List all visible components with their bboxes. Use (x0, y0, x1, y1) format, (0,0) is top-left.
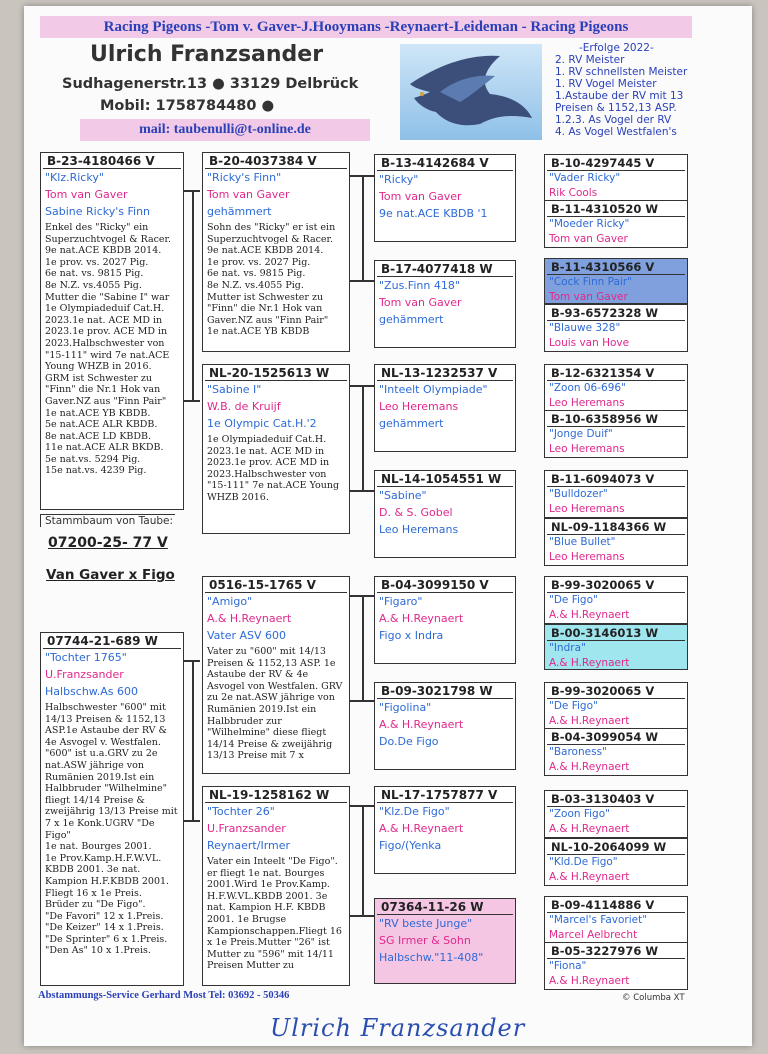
sire-ring: B-23-4180466 V (43, 153, 181, 169)
achievement-line: 2. RV Meister (555, 54, 625, 66)
ancestor-ring: B-04-3099150 V (377, 577, 513, 593)
grandparent-card (202, 152, 350, 352)
ancestor-breeder: A.& H.Reynaert (549, 657, 630, 669)
owner-email: mail: taubenulli@t-online.de (80, 119, 370, 141)
ancestor-name: "Moeder Ricky" (549, 218, 630, 230)
ancestor-breeder: D. & S. Gobel (379, 506, 453, 519)
achievement-line: 1.2.3. As Vogel der RV (555, 114, 672, 126)
sire-name: "Klz.Ricky" (45, 171, 104, 184)
sire-breeder: Tom van Gaver (45, 188, 128, 201)
grandparent-notes: Vater zu "600" mit 14/13 Preisen & 1152,13 ASP. 1e Astaube der RV & 4e Asvogel von Westfalen. GRV zu 2e nat.ASW jährige von Rumänien 2019.Ist ein Halbbruder zur "Wilhelmine" diese fliegt 14/14 Preise & zweijährig 13/13 Preise mit 7 x (207, 646, 343, 762)
ancestor-breeder: A.& H.Reynaert (549, 761, 630, 773)
grandparent-ring: NL-19-1258162 W (205, 787, 347, 803)
gg-grandparent-card (544, 364, 688, 412)
grandparent-ring: B-20-4037384 V (205, 153, 347, 169)
sire-info: Sabine Ricky's Finn (45, 205, 151, 218)
ancestor-name: "Bulldozer" (549, 488, 608, 500)
connector (362, 385, 364, 492)
great-grandparent-card (374, 576, 516, 664)
ancestor-name: "Sabine" (379, 489, 427, 502)
ancestor-name: "De Figo" (549, 700, 598, 712)
ancestor-breeder: A.& H.Reynaert (379, 612, 464, 625)
dam-breeder: U.Franzsander (45, 668, 124, 681)
owner-signature: Ulrich Franzsander (270, 1014, 526, 1042)
ancestor-info: 9e nat.ACE KBDB '1 (379, 207, 488, 220)
ancestor-breeder: Tom van Gaver (379, 296, 462, 309)
grandparent-breeder: W.B. de Kruijf (207, 400, 281, 413)
ancestor-name: "De Figo" (549, 594, 598, 606)
subject-cross: Van Gaver x Figo (46, 567, 175, 583)
connector (362, 595, 364, 702)
ancestor-ring: B-11-6094073 V (547, 471, 685, 487)
header-banner: Racing Pigeons -Tom v. Gaver-J.Hooymans -Reynaert-Leideman - Racing Pigeons (40, 16, 692, 38)
ancestor-breeder: A.& H.Reynaert (379, 718, 464, 731)
gg-grandparent-card (544, 896, 688, 944)
grandparent-notes: Vater ein Inteelt "De Figo". er fliegt 1e nat. Bourges 2001.Wird 1e Prov.Kamp. H.F.W.VL.KBDB 2001. 3e nat. Kampion H.F. KBDB 2001. 1e Brugse Kampionschappen.Fliegt 16 x 1e Preis.Mutter "26" ist Mutter zu "596" mit 14/11 Preisen Mutter zu (207, 856, 342, 972)
ancestor-ring: B-10-6358956 W (547, 411, 685, 427)
grandparent-name: "Ricky's Finn" (207, 171, 282, 184)
grandparent-card (202, 786, 350, 986)
gg-grandparent-card (544, 304, 688, 352)
ancestor-breeder: Leo Heremans (379, 400, 459, 413)
achievements-title: -Erfolge 2022- (579, 42, 654, 54)
ancestor-breeder: A.& H.Reynaert (549, 871, 630, 883)
dam-card (40, 632, 184, 986)
ancestor-info: Halbschw."11-408" (379, 951, 484, 964)
ancestor-name: "Inteelt Olympiade" (379, 383, 488, 396)
ancestor-breeder: Tom van Gaver (549, 233, 628, 245)
ancestor-ring: B-12-6321354 V (547, 365, 685, 381)
gg-grandparent-card (544, 942, 688, 990)
grandparent-notes: Sohn des "Ricky" er ist ein Superzuchtvogel & Racer. 9e nat.ACE KBDB 2014. 1e prov. vs. 2027 Pig. 6e nat. vs. 9815 Pig. 8e N.Z. vs.4055 Pig. Mutter ist Schwester zu "Finn" die Nr.1 Hok van Gaver.NZ aus "Finn Pair" 1e nat.ACE YB KBDB (207, 222, 336, 338)
ancestor-ring: B-99-3020065 V (547, 577, 685, 593)
ancestor-ring: B-93-6572328 W (547, 305, 685, 321)
ancestor-ring: B-04-3099054 W (547, 729, 685, 745)
great-grandparent-card (374, 682, 516, 770)
dam-info: Halbschw.As 600 (45, 685, 139, 698)
achievement-line: 1. RV Vogel Meister (555, 78, 657, 90)
ancestor-breeder: Louis van Hove (549, 337, 630, 349)
dam-notes: Halbschwester "600" mit 14/13 Preisen & 1152,13 ASP.1e Astaube der RV & 4e Asvogel v. Westfalen. "600" ist u.a.GRV zu 2e nat.ASW jährige von Rumänien 2019.Ist ein Halbbruder "Wilhelmine" fliegt 14/14 Preise & zweijährig 13/13 Preise mit 7 x 1e Konk.UGRV "De Figo" 1e nat. Bourges 2001. 1e Prov.Kamp.H.F.W.VL. KBDB 2001. 3e nat. Kampion H.F.KBDB 2001. Fliegt 16 x 1e Preis. Brüder zu "De Figo". "De Favori" 12 x 1.Preis. "De Keizer" 14 x 1.Preis. "De Sprinter" 6 x 1.Preis. "Den As" 10 x 1.Preis. (45, 702, 178, 957)
great-grandparent-card (374, 470, 516, 558)
ancestor-ring: NL-17-1757877 V (377, 787, 513, 803)
dam-ring: 07744-21-689 W (43, 633, 181, 649)
connector (192, 190, 194, 402)
ancestor-info: Leo Heremans (379, 523, 459, 536)
ancestor-breeder: Leo Heremans (549, 443, 625, 455)
ancestor-name: "Jonge Duif" (549, 428, 613, 440)
ancestor-ring: B-17-4077418 W (377, 261, 513, 277)
ancestor-name: "Blauwe 328" (549, 322, 621, 334)
great-grandparent-card (374, 260, 516, 348)
grandparent-card (202, 576, 350, 774)
grandparent-notes: 1e Olympiadeduif Cat.H. 2023.1e nat. ACE MD in 2023.1e prov. ACE MD in 2023.Halbschwester von "15-111" 7e nat.ACE Young WHZB 2016. (207, 434, 340, 503)
gg-grandparent-card (544, 200, 688, 248)
ancestor-ring: B-00-3146013 W (547, 625, 685, 641)
ancestor-ring: NL-13-1232537 V (377, 365, 513, 381)
subject-pigeon-panel (40, 514, 180, 632)
ancestor-ring: B-09-3021798 W (377, 683, 513, 699)
subject-ring: 07200-25- 77 V (48, 535, 168, 551)
ancestor-ring: B-11-4310566 V (547, 259, 685, 275)
ancestor-breeder: A.& H.Reynaert (549, 715, 630, 727)
grandparent-info: Vater ASV 600 (207, 629, 287, 642)
achievement-line: 4. As Vogel Westfalen's (555, 126, 677, 138)
ancestor-ring: B-99-3020065 V (547, 683, 685, 699)
great-grandparent-card (374, 364, 516, 452)
great-grandparent-card (374, 786, 516, 874)
owner-address: Sudhagenerstr.13 ● 33129 Delbrück (62, 76, 359, 92)
ancestor-breeder: A.& H.Reynaert (549, 975, 630, 987)
gg-grandparent-card (544, 682, 688, 730)
ancestor-ring: NL-09-1184366 W (547, 519, 685, 535)
ancestor-info: Figo x Indra (379, 629, 444, 642)
ancestor-breeder: A.& H.Reynaert (549, 609, 630, 621)
grandparent-name: "Amigo" (207, 595, 253, 608)
ancestor-name: "Indra" (549, 642, 586, 654)
ancestor-breeder: Tom van Gaver (549, 291, 628, 303)
gg-grandparent-card (544, 728, 688, 776)
gg-grandparent-card (544, 576, 688, 624)
achievements-panel (555, 42, 695, 138)
grandparent-ring: NL-20-1525613 W (205, 365, 347, 381)
ancestor-ring: B-03-3130403 V (547, 791, 685, 807)
achievement-line: Preisen & 1152,13 ASP. (555, 102, 677, 114)
grandparent-info: 1e Olympic Cat.H.'2 (207, 417, 317, 430)
gg-grandparent-card (544, 470, 688, 518)
pigeon-photo (400, 44, 542, 140)
ancestor-name: "Vader Ricky" (549, 172, 621, 184)
ancestor-name: "Baroness" (549, 746, 607, 758)
ancestor-ring: B-10-4297445 V (547, 155, 685, 171)
grandparent-breeder: Tom van Gaver (207, 188, 290, 201)
gg-grandparent-card (544, 790, 688, 838)
ancestor-breeder: SG Irmer & Sohn (379, 934, 471, 947)
pedigree-label: Stammbaum von Taube: (40, 514, 175, 527)
ancestor-name: "Zoon Figo" (549, 808, 610, 820)
ancestor-name: "Blue Bullet" (549, 536, 616, 548)
pigeon-icon (400, 44, 542, 140)
sire-card (40, 152, 184, 510)
ancestor-name: "Figaro" (379, 595, 423, 608)
ancestor-name: "RV beste Junge" (379, 917, 473, 930)
ancestor-info: gehämmert (379, 417, 444, 430)
ancestor-breeder: Tom van Gaver (379, 190, 462, 203)
ancestor-name: "Ricky" (379, 173, 419, 186)
gg-grandparent-card (544, 258, 688, 304)
gg-grandparent-card (544, 410, 688, 458)
great-grandparent-card (374, 898, 516, 984)
dam-name: "Tochter 1765" (45, 651, 127, 664)
ancestor-name: "Cock Finn Pair" (549, 276, 632, 288)
ancestor-ring: 07364-11-26 W (377, 899, 513, 915)
ancestor-name: "Zus.Finn 418" (379, 279, 460, 292)
ancestor-breeder: Leo Heremans (549, 397, 625, 409)
ancestor-info: Do.De Figo (379, 735, 439, 748)
ancestor-ring: B-05-3227976 W (547, 943, 685, 959)
ancestor-breeder: Rik Cools (549, 187, 598, 199)
ancestor-info: gehämmert (379, 313, 444, 326)
achievement-line: 1. RV schnellsten Meister (555, 66, 688, 78)
gg-grandparent-card (544, 624, 688, 670)
connector (192, 660, 194, 822)
ancestor-breeder: Leo Heremans (549, 551, 625, 563)
ancestor-ring: NL-10-2064099 W (547, 839, 685, 855)
sire-notes: Enkel des "Ricky" ein Superzuchtvogel & Racer. 9e nat.ACE KBDB 2014. 1e prov. vs. 2027 Pig. 6e nat. vs. 9815 Pig. 8e N.Z. vs.4055 Pig. Mutter die "Sabine I" war 1e Olympiadeduif Cat.H. 2023.1e nat. ACE MD in 2023.1e prov. ACE MD in 2023.Halbschwester von "15-111" wird 7e nat.ACE Young WHZB in 2016. GRM ist Schwester zu "Finn" die Nr.1 Hok van Gaver.NZ aus "Finn Pair" 1e nat.ACE YB KBDB. 5e nat.ACE ALR KBDB. 8e nat.ACE LD KBDB. 11e nat.ACE ALR BKDB. 5e nat.vs. 5294 Pig. 15e nat.vs. 4239 Pig. (45, 222, 172, 477)
ancestor-name: "Klz.De Figo" (379, 805, 450, 818)
ancestor-name: "Kld.De Figo" (549, 856, 618, 868)
owner-mobile: Mobil: 1758784480 ● (100, 98, 275, 114)
ancestor-breeder: Leo Heremans (549, 503, 625, 515)
grandparent-name: "Tochter 26" (207, 805, 275, 818)
owner-name: Ulrich Franzsander (90, 42, 324, 67)
connector (362, 175, 364, 282)
ancestor-name: "Figolina" (379, 701, 432, 714)
ancestor-ring: NL-14-1054551 W (377, 471, 513, 487)
ancestor-breeder: A.& H.Reynaert (549, 823, 630, 835)
copyright-note: © Columba XT (622, 993, 685, 1003)
grandparent-name: "Sabine I" (207, 383, 262, 396)
ancestor-name: "Fiona" (549, 960, 587, 972)
ancestor-ring: B-13-4142684 V (377, 155, 513, 171)
ancestor-ring: B-11-4310520 W (547, 201, 685, 217)
connector (362, 805, 364, 917)
ancestor-ring: B-09-4114886 V (547, 897, 685, 913)
grandparent-info: gehämmert (207, 205, 272, 218)
ancestor-name: "Zoon 06-696" (549, 382, 626, 394)
achievement-line: 1.Astaube der RV mit 13 (555, 90, 684, 102)
grandparent-card (202, 364, 350, 534)
gg-grandparent-card (544, 838, 688, 886)
ancestor-name: "Marcel's Favoriet" (549, 914, 648, 926)
grandparent-info: Reynaert/Irmer (207, 839, 291, 852)
pedigree-service-footer: Abstammungs-Service Gerhard Most Tel: 03692 - 50346 (38, 990, 290, 1001)
ancestor-breeder: A.& H.Reynaert (379, 822, 464, 835)
ancestor-info: Figo/(Yenka (379, 839, 442, 852)
great-grandparent-card (374, 154, 516, 242)
grandparent-breeder: A.& H.Reynaert (207, 612, 292, 625)
grandparent-breeder: U.Franzsander (207, 822, 286, 835)
gg-grandparent-card (544, 518, 688, 566)
grandparent-ring: 0516-15-1765 V (205, 577, 347, 593)
gg-grandparent-card (544, 154, 688, 202)
ancestor-breeder: Marcel Aelbrecht (549, 929, 638, 941)
